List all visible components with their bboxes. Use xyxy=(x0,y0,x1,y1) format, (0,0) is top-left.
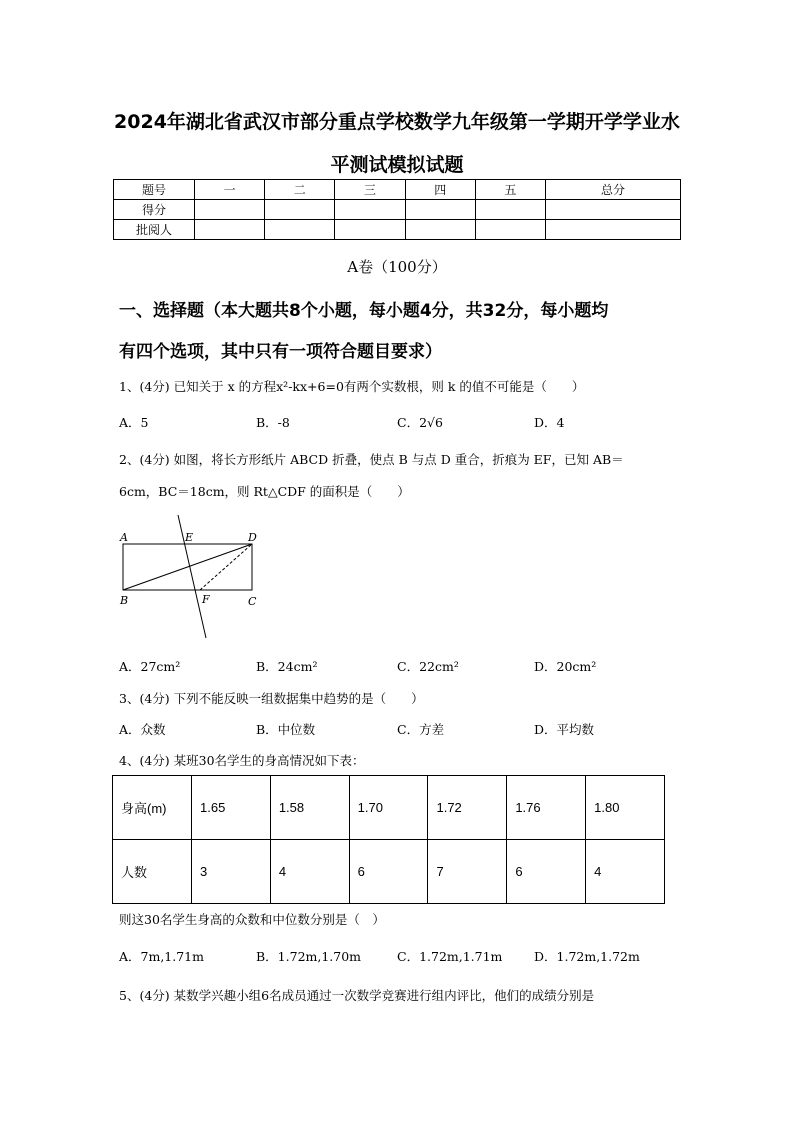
score-cell[interactable] xyxy=(195,220,265,240)
count-cell: 6 xyxy=(507,840,586,904)
question-2-stem-line-1: 2、(4分) 如图，将长方形纸片 ABCD 折叠，使点 B 与点 D 重合，折痕为 EF，已知 AB＝ xyxy=(119,452,624,467)
score-cell[interactable] xyxy=(405,200,475,220)
score-row-label: 批阅人 xyxy=(114,220,195,240)
count-cell: 6 xyxy=(349,840,428,904)
q1-option-d[interactable]: D．4 xyxy=(534,415,565,430)
q2-option-b[interactable]: B．24cm² xyxy=(256,659,318,674)
question-4-stem: 4、(4分) 某班30名学生的身高情况如下表： xyxy=(119,753,365,768)
count-cell: 7 xyxy=(428,840,507,904)
question-1-stem: 1、(4分) 已知关于 x 的方程x²-kx+6=0有两个实数根，则 k 的值不可能是（ ） xyxy=(119,379,585,394)
score-table-header-row xyxy=(114,180,681,200)
count-cell: 3 xyxy=(192,840,271,904)
score-header-cell: 五 xyxy=(475,180,545,200)
count-cell: 4 xyxy=(586,840,665,904)
q2-option-d[interactable]: D．20cm² xyxy=(534,659,597,674)
height-cell: 1.65 xyxy=(192,776,271,840)
height-cell: 1.72 xyxy=(428,776,507,840)
score-header-cell: 四 xyxy=(405,180,475,200)
section-1-line-1: 一、选择题（本大题共8个小题，每小题4分，共32分，每小题均 xyxy=(119,301,609,321)
q3-option-b[interactable]: B．中位数 xyxy=(256,722,316,737)
height-row xyxy=(113,776,665,840)
label-e: E xyxy=(185,531,194,544)
q1-option-c[interactable]: C．2√6 xyxy=(397,415,443,430)
volume-a-heading: A卷（100分） xyxy=(347,258,447,276)
score-cell[interactable] xyxy=(265,200,335,220)
height-cell: 1.58 xyxy=(270,776,349,840)
q3-option-c[interactable]: C．方差 xyxy=(397,722,445,737)
count-row xyxy=(113,840,665,904)
score-header-cell: 题号 xyxy=(114,180,195,200)
rectangle-fold-figure xyxy=(112,510,272,645)
score-table xyxy=(113,179,681,240)
diagonal-bd xyxy=(123,544,252,590)
count-row-label: 人数 xyxy=(113,840,192,904)
score-header-cell: 二 xyxy=(265,180,335,200)
q3-option-a[interactable]: A．众数 xyxy=(119,722,166,737)
q4-option-c[interactable]: C．1.72m,1.71m xyxy=(397,949,503,964)
label-a: A xyxy=(120,531,128,544)
segment-df xyxy=(200,544,252,590)
score-header-cell: 一 xyxy=(195,180,265,200)
q1-option-b[interactable]: B．-8 xyxy=(256,415,290,430)
score-cell[interactable] xyxy=(335,200,405,220)
label-f: F xyxy=(202,593,210,606)
score-cell[interactable] xyxy=(195,200,265,220)
title-line-1: 2024年湖北省武汉市部分重点学校数学九年级第一学期开学学业水 xyxy=(114,111,680,133)
label-c: C xyxy=(248,595,257,608)
score-table-row xyxy=(114,200,681,220)
question-5-stem: 5、(4分) 某数学兴趣小组6名成员通过一次数学竞赛进行组内评比，他们的成绩分别是 xyxy=(119,988,595,1003)
score-row-label: 得分 xyxy=(114,200,195,220)
q2-option-a[interactable]: A．27cm² xyxy=(119,659,181,674)
question-4-prompt: 则这30名学生身高的众数和中位数分别是（ ） xyxy=(119,912,385,927)
q4-option-a[interactable]: A．7m,1.71m xyxy=(119,949,204,964)
height-row-label: 身高(m) xyxy=(113,776,192,840)
score-cell[interactable] xyxy=(335,220,405,240)
label-d: D xyxy=(248,531,257,544)
height-cell: 1.76 xyxy=(507,776,586,840)
score-cell[interactable] xyxy=(475,220,545,240)
score-cell[interactable] xyxy=(546,220,681,240)
q2-option-c[interactable]: C．22cm² xyxy=(397,659,459,674)
q4-option-b[interactable]: B．1.72m,1.70m xyxy=(256,949,362,964)
section-1-line-2: 有四个选项，其中只有一项符合题目要求） xyxy=(119,342,442,362)
score-table-row xyxy=(114,220,681,240)
title-line-2: 平测试模拟试题 xyxy=(330,154,464,176)
q1-option-a[interactable]: A．5 xyxy=(119,415,149,430)
label-b: B xyxy=(120,594,129,607)
score-cell[interactable] xyxy=(546,200,681,220)
score-cell[interactable] xyxy=(405,220,475,240)
question-2-stem-line-2: 6cm，BC＝18cm，则 Rt△CDF 的面积是（ ） xyxy=(119,484,410,499)
score-cell[interactable] xyxy=(475,200,545,220)
height-cell: 1.80 xyxy=(586,776,665,840)
question-3-stem: 3、(4分) 下列不能反映一组数据集中趋势的是（ ） xyxy=(119,691,424,706)
score-header-cell: 三 xyxy=(335,180,405,200)
count-cell: 4 xyxy=(270,840,349,904)
q4-option-d[interactable]: D．1.72m,1.72m xyxy=(534,949,640,964)
score-cell[interactable] xyxy=(265,220,335,240)
q3-option-d[interactable]: D．平均数 xyxy=(534,722,595,737)
height-table xyxy=(112,775,665,904)
height-cell: 1.70 xyxy=(349,776,428,840)
score-header-cell: 总分 xyxy=(546,180,681,200)
